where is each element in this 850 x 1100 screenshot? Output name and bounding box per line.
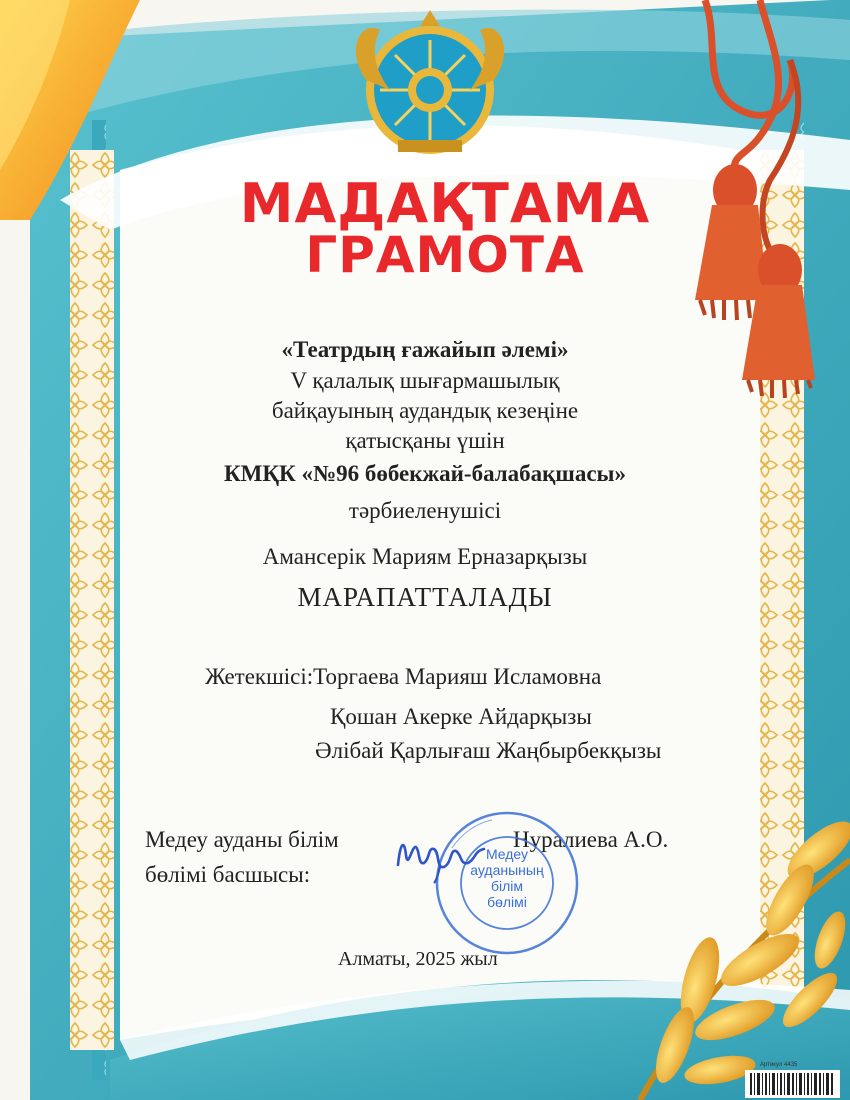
signer-title-line-1: Медеу ауданы білім xyxy=(145,827,339,852)
mentor-name-2: Қошан Акерке Айдарқызы xyxy=(330,704,592,729)
stamp-line-3: білім xyxy=(490,878,524,894)
mentor-label: Жетекшісі: xyxy=(205,664,314,689)
body-line-4: қатысқаны үшін xyxy=(345,428,505,453)
organization-name: КМҚК «№96 бөбекжай-балабақшасы» xyxy=(223,461,627,486)
competition-name: «Театрдың ғажайып әлемі» xyxy=(281,337,569,362)
recipient-name: Амансерік Мариям Ерназарқызы xyxy=(262,544,588,569)
awarded-text: МАРАПАТТАЛАДЫ xyxy=(297,582,553,612)
certificate-title-kazakh: МАДАҚТАМА xyxy=(239,172,651,235)
mentor-name-3: Әлібай Қарлығаш Жаңбырбекқызы xyxy=(315,738,662,763)
stamp-line-2: ауданының xyxy=(470,862,544,878)
body-line-3: байқауының аудандық кезеңіне xyxy=(271,398,579,423)
mentor-row-1 xyxy=(205,664,601,690)
signer-title-line-2: бөлімі басшысы: xyxy=(145,862,311,887)
signer-name: Нуралиева А.О. xyxy=(513,827,669,852)
article-number: Артикул 4435 xyxy=(760,1062,798,1068)
place-and-date: Алматы, 2025 жыл xyxy=(338,948,498,970)
mentor-name-1: Торгаева Марияш Исламовна xyxy=(313,664,602,689)
certificate-title-russian: ГРАМОТА xyxy=(305,226,585,284)
stamp-line-1: Медеу xyxy=(485,846,529,862)
handwritten-signature xyxy=(390,825,490,885)
stamp-line-4: бөлімі xyxy=(487,894,527,910)
body-line-2: V қалалық шығармашылық xyxy=(290,368,560,393)
body-line-6: тәрбиеленушісі xyxy=(348,498,502,523)
